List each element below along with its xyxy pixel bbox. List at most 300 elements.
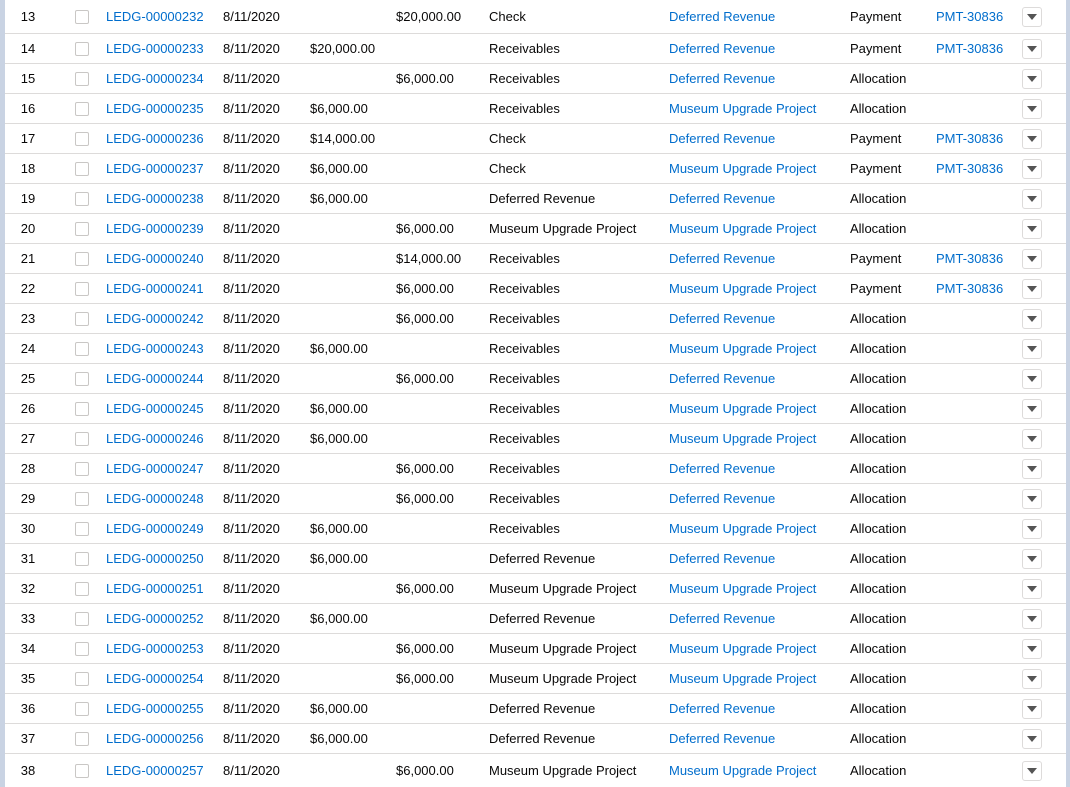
- gl-account: Receivables: [489, 431, 560, 446]
- table-row: [5, 0, 1066, 34]
- checkbox-icon[interactable]: [75, 42, 89, 56]
- row-select-cell[interactable]: [73, 364, 91, 393]
- entry-type: Allocation: [850, 641, 907, 656]
- gl-account: Receivables: [489, 401, 560, 416]
- chevron-down-icon: [1027, 466, 1037, 472]
- gau-link[interactable]: Deferred Revenue: [669, 491, 776, 506]
- entry-type: Allocation: [850, 71, 907, 86]
- row-select-cell[interactable]: [73, 244, 91, 273]
- checkbox-icon[interactable]: [75, 222, 89, 236]
- row-action-button[interactable]: [1022, 639, 1042, 659]
- gau-link[interactable]: Deferred Revenue: [669, 9, 776, 24]
- row-action-cell: [1021, 184, 1043, 213]
- row-action-button[interactable]: [1022, 189, 1042, 209]
- credit-amount: $6,000.00: [396, 581, 454, 596]
- row-select-cell[interactable]: [73, 664, 91, 693]
- checkbox-icon[interactable]: [75, 462, 89, 476]
- credit-amount: $6,000.00: [396, 221, 454, 236]
- checkbox-icon[interactable]: [75, 612, 89, 626]
- entry-date: 8/11/2020: [223, 701, 280, 716]
- checkbox-icon[interactable]: [75, 10, 89, 24]
- chevron-down-icon: [1027, 676, 1037, 682]
- table-row: [5, 64, 1066, 94]
- row-select-cell[interactable]: [73, 544, 91, 573]
- payment-link[interactable]: PMT-30836: [936, 161, 1004, 176]
- credit-amount: $14,000.00: [396, 251, 462, 266]
- chevron-down-icon: [1027, 136, 1037, 142]
- row-number: 15: [20, 71, 36, 86]
- credit-amount: $6,000.00: [396, 371, 454, 386]
- gau-link[interactable]: Deferred Revenue: [669, 71, 776, 86]
- chevron-down-icon: [1027, 706, 1037, 712]
- entry-date: 8/11/2020: [223, 731, 280, 746]
- gl-account: Museum Upgrade Project: [489, 671, 637, 686]
- entry-date: 8/11/2020: [223, 491, 280, 506]
- checkbox-icon[interactable]: [75, 162, 89, 176]
- entry-type: Allocation: [850, 311, 907, 326]
- row-action-button[interactable]: [1022, 249, 1042, 269]
- payment-link[interactable]: PMT-30836: [936, 9, 1004, 24]
- row-action-cell: [1021, 574, 1043, 603]
- chevron-down-icon: [1027, 346, 1037, 352]
- chevron-down-icon: [1027, 556, 1037, 562]
- ledger-entry-link[interactable]: LEDG-00000242: [106, 311, 204, 326]
- table-row: [5, 424, 1066, 454]
- row-action-button[interactable]: [1022, 99, 1042, 119]
- gau-link[interactable]: Museum Upgrade Project: [669, 161, 817, 176]
- debit-amount: $6,000.00: [310, 191, 368, 206]
- table-row: [5, 544, 1066, 574]
- ledger-entry-link[interactable]: LEDG-00000243: [106, 341, 204, 356]
- checkbox-icon[interactable]: [75, 522, 89, 536]
- entry-type: Allocation: [850, 431, 907, 446]
- table-row: [5, 454, 1066, 484]
- entry-type: Allocation: [850, 491, 907, 506]
- gau-link[interactable]: Museum Upgrade Project: [669, 641, 817, 656]
- entry-type: Allocation: [850, 611, 907, 626]
- entry-date: 8/11/2020: [223, 161, 280, 176]
- gl-account: Deferred Revenue: [489, 731, 596, 746]
- gau-link[interactable]: Deferred Revenue: [669, 611, 776, 626]
- ledger-entry-link[interactable]: LEDG-00000237: [106, 161, 204, 176]
- row-action-button[interactable]: [1022, 459, 1042, 479]
- chevron-down-icon: [1027, 646, 1037, 652]
- entry-date: 8/11/2020: [223, 341, 280, 356]
- entry-type: Allocation: [850, 581, 907, 596]
- ledger-entry-link[interactable]: LEDG-00000238: [106, 191, 204, 206]
- credit-amount: $6,000.00: [396, 461, 454, 476]
- row-select-cell[interactable]: [73, 724, 91, 753]
- debit-amount: $6,000.00: [310, 431, 368, 446]
- row-action-button[interactable]: [1022, 489, 1042, 509]
- row-select-cell[interactable]: [73, 304, 91, 333]
- gl-account: Receivables: [489, 521, 560, 536]
- entry-type: Allocation: [850, 341, 907, 356]
- checkbox-icon[interactable]: [75, 492, 89, 506]
- row-number: 33: [20, 611, 36, 626]
- row-select-cell[interactable]: [73, 634, 91, 663]
- table-row: [5, 724, 1066, 754]
- entry-date: 8/11/2020: [223, 251, 280, 266]
- row-action-button[interactable]: [1022, 399, 1042, 419]
- debit-amount: $6,000.00: [310, 161, 368, 176]
- row-select-cell[interactable]: [73, 0, 91, 33]
- row-select-cell[interactable]: [73, 394, 91, 423]
- row-action-button[interactable]: [1022, 429, 1042, 449]
- gau-link[interactable]: Deferred Revenue: [669, 461, 776, 476]
- checkbox-icon[interactable]: [75, 72, 89, 86]
- gl-account: Receivables: [489, 341, 560, 356]
- gl-account: Check: [489, 9, 526, 24]
- row-action-cell: [1021, 634, 1043, 663]
- entry-type: Payment: [850, 251, 902, 266]
- table-row: [5, 694, 1066, 724]
- gau-link[interactable]: Deferred Revenue: [669, 371, 776, 386]
- checkbox-icon[interactable]: [75, 372, 89, 386]
- entry-type: Allocation: [850, 221, 907, 236]
- row-number: 13: [20, 9, 36, 24]
- payment-link[interactable]: PMT-30836: [936, 41, 1004, 56]
- table-row: [5, 274, 1066, 304]
- row-action-button[interactable]: [1022, 369, 1042, 389]
- table-row: [5, 34, 1066, 64]
- row-select-cell[interactable]: [73, 574, 91, 603]
- entry-type: Payment: [850, 41, 902, 56]
- row-action-button[interactable]: [1022, 309, 1042, 329]
- row-action-cell: [1021, 694, 1043, 723]
- chevron-down-icon: [1027, 14, 1037, 20]
- checkbox-icon[interactable]: [75, 732, 89, 746]
- entry-type: Allocation: [850, 521, 907, 536]
- chevron-down-icon: [1027, 196, 1037, 202]
- chevron-down-icon: [1027, 406, 1037, 412]
- entry-date: 8/11/2020: [223, 641, 280, 656]
- ledger-entry-link[interactable]: LEDG-00000255: [106, 701, 204, 716]
- ledger-entry-link[interactable]: LEDG-00000252: [106, 611, 204, 626]
- payment-link[interactable]: PMT-30836: [936, 251, 1004, 266]
- ledger-entry-link[interactable]: LEDG-00000236: [106, 131, 204, 146]
- debit-amount: $6,000.00: [310, 521, 368, 536]
- gl-account: Deferred Revenue: [489, 551, 596, 566]
- row-select-cell[interactable]: [73, 124, 91, 153]
- ledger-entry-link[interactable]: LEDG-00000249: [106, 521, 204, 536]
- row-select-cell[interactable]: [73, 484, 91, 513]
- gl-account: Receivables: [489, 281, 560, 296]
- row-action-cell: [1021, 64, 1043, 93]
- row-number: 37: [20, 731, 36, 746]
- row-action-button[interactable]: [1022, 729, 1042, 749]
- row-select-cell[interactable]: [73, 694, 91, 723]
- row-number: 26: [20, 401, 36, 416]
- gau-link[interactable]: Museum Upgrade Project: [669, 763, 817, 778]
- entry-type: Allocation: [850, 551, 907, 566]
- row-action-button[interactable]: [1022, 669, 1042, 689]
- payment-link[interactable]: PMT-30836: [936, 281, 1004, 296]
- checkbox-icon[interactable]: [75, 672, 89, 686]
- gau-link[interactable]: Museum Upgrade Project: [669, 401, 817, 416]
- row-action-button[interactable]: [1022, 279, 1042, 299]
- gau-link[interactable]: Museum Upgrade Project: [669, 581, 817, 596]
- row-action-button[interactable]: [1022, 609, 1042, 629]
- row-number: 16: [20, 101, 36, 116]
- row-number: 17: [20, 131, 36, 146]
- gau-link[interactable]: Museum Upgrade Project: [669, 221, 817, 236]
- gl-account: Receivables: [489, 251, 560, 266]
- row-select-cell[interactable]: [73, 514, 91, 543]
- entry-date: 8/11/2020: [223, 461, 280, 476]
- chevron-down-icon: [1027, 436, 1037, 442]
- ledger-entry-link[interactable]: LEDG-00000245: [106, 401, 204, 416]
- checkbox-icon[interactable]: [75, 432, 89, 446]
- row-action-cell: [1021, 274, 1043, 303]
- ledger-entry-link[interactable]: LEDG-00000256: [106, 731, 204, 746]
- entry-date: 8/11/2020: [223, 71, 280, 86]
- row-select-cell[interactable]: [73, 754, 91, 787]
- row-action-button[interactable]: [1022, 579, 1042, 599]
- entry-date: 8/11/2020: [223, 551, 280, 566]
- entry-type: Allocation: [850, 671, 907, 686]
- row-action-button[interactable]: [1022, 549, 1042, 569]
- chevron-down-icon: [1027, 736, 1037, 742]
- row-action-cell: [1021, 604, 1043, 633]
- ledger-entry-link[interactable]: LEDG-00000239: [106, 221, 204, 236]
- gl-account: Receivables: [489, 71, 560, 86]
- row-select-cell[interactable]: [73, 184, 91, 213]
- credit-amount: $20,000.00: [396, 9, 462, 24]
- checkbox-icon[interactable]: [75, 642, 89, 656]
- entry-date: 8/11/2020: [223, 371, 280, 386]
- gau-link[interactable]: Museum Upgrade Project: [669, 341, 817, 356]
- row-action-cell: [1021, 754, 1043, 787]
- debit-amount: $6,000.00: [310, 611, 368, 626]
- table-row: [5, 394, 1066, 424]
- chevron-down-icon: [1027, 286, 1037, 292]
- row-action-cell: [1021, 214, 1043, 243]
- gau-link[interactable]: Deferred Revenue: [669, 731, 776, 746]
- gau-link[interactable]: Museum Upgrade Project: [669, 101, 817, 116]
- table-row: [5, 514, 1066, 544]
- entry-date: 8/11/2020: [223, 281, 280, 296]
- row-action-button[interactable]: [1022, 699, 1042, 719]
- ledger-entries-table: [5, 0, 1066, 787]
- gau-link[interactable]: Deferred Revenue: [669, 311, 776, 326]
- checkbox-icon[interactable]: [75, 312, 89, 326]
- table-row: [5, 94, 1066, 124]
- gau-link[interactable]: Deferred Revenue: [669, 131, 776, 146]
- checkbox-icon[interactable]: [75, 132, 89, 146]
- debit-amount: $6,000.00: [310, 731, 368, 746]
- row-select-cell[interactable]: [73, 454, 91, 483]
- gl-account: Receivables: [489, 491, 560, 506]
- gau-link[interactable]: Deferred Revenue: [669, 551, 776, 566]
- row-select-cell[interactable]: [73, 214, 91, 243]
- right-strip: [1066, 0, 1070, 787]
- credit-amount: $6,000.00: [396, 641, 454, 656]
- credit-amount: $6,000.00: [396, 71, 454, 86]
- ledger-entry-link[interactable]: LEDG-00000253: [106, 641, 204, 656]
- gl-account: Museum Upgrade Project: [489, 763, 637, 778]
- gau-link[interactable]: Museum Upgrade Project: [669, 281, 817, 296]
- table-row: [5, 634, 1066, 664]
- chevron-down-icon: [1027, 106, 1037, 112]
- entry-date: 8/11/2020: [223, 9, 280, 24]
- ledger-entry-link[interactable]: LEDG-00000234: [106, 71, 204, 86]
- row-number: 29: [20, 491, 36, 506]
- row-action-button[interactable]: [1022, 339, 1042, 359]
- row-action-button[interactable]: [1022, 69, 1042, 89]
- row-action-cell: [1021, 34, 1043, 63]
- row-action-cell: [1021, 364, 1043, 393]
- checkbox-icon[interactable]: [75, 764, 89, 778]
- row-action-button[interactable]: [1022, 7, 1042, 27]
- row-number: 28: [20, 461, 36, 476]
- gl-account: Deferred Revenue: [489, 701, 596, 716]
- entry-date: 8/11/2020: [223, 763, 280, 778]
- chevron-down-icon: [1027, 166, 1037, 172]
- row-action-cell: [1021, 304, 1043, 333]
- row-select-cell[interactable]: [73, 154, 91, 183]
- table-row: [5, 574, 1066, 604]
- gau-link[interactable]: Deferred Revenue: [669, 701, 776, 716]
- row-select-cell[interactable]: [73, 274, 91, 303]
- gau-link[interactable]: Museum Upgrade Project: [669, 671, 817, 686]
- checkbox-icon[interactable]: [75, 552, 89, 566]
- row-action-cell: [1021, 244, 1043, 273]
- table-row: [5, 154, 1066, 184]
- row-action-cell: [1021, 424, 1043, 453]
- gl-account: Receivables: [489, 101, 560, 116]
- row-action-button[interactable]: [1022, 761, 1042, 781]
- row-number: 23: [20, 311, 36, 326]
- payment-link[interactable]: PMT-30836: [936, 131, 1004, 146]
- row-action-button[interactable]: [1022, 159, 1042, 179]
- row-action-button[interactable]: [1022, 129, 1042, 149]
- row-select-cell[interactable]: [73, 34, 91, 63]
- gl-account: Check: [489, 161, 526, 176]
- chevron-down-icon: [1027, 256, 1037, 262]
- ledger-entry-link[interactable]: LEDG-00000240: [106, 251, 204, 266]
- credit-amount: $6,000.00: [396, 763, 454, 778]
- debit-amount: $6,000.00: [310, 401, 368, 416]
- row-action-cell: [1021, 544, 1043, 573]
- credit-amount: $6,000.00: [396, 281, 454, 296]
- checkbox-icon[interactable]: [75, 282, 89, 296]
- row-number: 27: [20, 431, 36, 446]
- row-action-cell: [1021, 154, 1043, 183]
- ledger-entry-link[interactable]: LEDG-00000248: [106, 491, 204, 506]
- chevron-down-icon: [1027, 616, 1037, 622]
- gl-account: Receivables: [489, 371, 560, 386]
- row-action-button[interactable]: [1022, 39, 1042, 59]
- entry-date: 8/11/2020: [223, 191, 280, 206]
- entry-type: Allocation: [850, 371, 907, 386]
- row-number: 32: [20, 581, 36, 596]
- table-row: [5, 184, 1066, 214]
- row-number: 20: [20, 221, 36, 236]
- table-row: [5, 124, 1066, 154]
- ledger-entry-link[interactable]: LEDG-00000246: [106, 431, 204, 446]
- row-action-button[interactable]: [1022, 519, 1042, 539]
- gl-account: Museum Upgrade Project: [489, 641, 637, 656]
- entry-date: 8/11/2020: [223, 401, 280, 416]
- ledger-entry-link[interactable]: LEDG-00000257: [106, 763, 204, 778]
- entry-date: 8/11/2020: [223, 581, 280, 596]
- ledger-entry-link[interactable]: LEDG-00000241: [106, 281, 204, 296]
- row-select-cell[interactable]: [73, 334, 91, 363]
- gl-account: Receivables: [489, 41, 560, 56]
- credit-amount: $6,000.00: [396, 491, 454, 506]
- entry-type: Allocation: [850, 101, 907, 116]
- row-number: 25: [20, 371, 36, 386]
- entry-date: 8/11/2020: [223, 41, 280, 56]
- gau-link[interactable]: Museum Upgrade Project: [669, 521, 817, 536]
- gau-link[interactable]: Deferred Revenue: [669, 191, 776, 206]
- row-action-cell: [1021, 94, 1043, 123]
- row-select-cell[interactable]: [73, 94, 91, 123]
- checkbox-icon[interactable]: [75, 702, 89, 716]
- entry-type: Allocation: [850, 461, 907, 476]
- ledger-entry-link[interactable]: LEDG-00000251: [106, 581, 204, 596]
- checkbox-icon[interactable]: [75, 342, 89, 356]
- table-row: [5, 304, 1066, 334]
- ledger-entry-link[interactable]: LEDG-00000244: [106, 371, 204, 386]
- ledger-entry-link[interactable]: LEDG-00000235: [106, 101, 204, 116]
- row-action-cell: [1021, 484, 1043, 513]
- table-row: [5, 244, 1066, 274]
- ledger-entry-link[interactable]: LEDG-00000232: [106, 9, 204, 24]
- chevron-down-icon: [1027, 586, 1037, 592]
- row-number: 36: [20, 701, 36, 716]
- gau-link[interactable]: Deferred Revenue: [669, 251, 776, 266]
- ledger-entry-link[interactable]: LEDG-00000250: [106, 551, 204, 566]
- row-number: 24: [20, 341, 36, 356]
- row-select-cell[interactable]: [73, 604, 91, 633]
- entry-type: Payment: [850, 131, 902, 146]
- row-action-cell: [1021, 334, 1043, 363]
- checkbox-icon[interactable]: [75, 252, 89, 266]
- chevron-down-icon: [1027, 376, 1037, 382]
- table-row: [5, 364, 1066, 394]
- ledger-entry-link[interactable]: LEDG-00000233: [106, 41, 204, 56]
- row-select-cell[interactable]: [73, 424, 91, 453]
- row-action-button[interactable]: [1022, 219, 1042, 239]
- debit-amount: $6,000.00: [310, 101, 368, 116]
- ledger-entry-link[interactable]: LEDG-00000254: [106, 671, 204, 686]
- entry-type: Allocation: [850, 401, 907, 416]
- ledger-entry-link[interactable]: LEDG-00000247: [106, 461, 204, 476]
- checkbox-icon[interactable]: [75, 402, 89, 416]
- gau-link[interactable]: Museum Upgrade Project: [669, 431, 817, 446]
- checkbox-icon[interactable]: [75, 582, 89, 596]
- gau-link[interactable]: Deferred Revenue: [669, 41, 776, 56]
- entry-type: Allocation: [850, 763, 907, 778]
- gl-account: Deferred Revenue: [489, 611, 596, 626]
- row-select-cell[interactable]: [73, 64, 91, 93]
- checkbox-icon[interactable]: [75, 102, 89, 116]
- table-row: [5, 214, 1066, 244]
- entry-date: 8/11/2020: [223, 221, 280, 236]
- entry-type: Allocation: [850, 731, 907, 746]
- entry-date: 8/11/2020: [223, 101, 280, 116]
- credit-amount: $6,000.00: [396, 671, 454, 686]
- table-row: [5, 664, 1066, 694]
- checkbox-icon[interactable]: [75, 192, 89, 206]
- entry-type: Allocation: [850, 701, 907, 716]
- table-row: [5, 334, 1066, 364]
- row-action-cell: [1021, 394, 1043, 423]
- debit-amount: $6,000.00: [310, 701, 368, 716]
- entry-date: 8/11/2020: [223, 671, 280, 686]
